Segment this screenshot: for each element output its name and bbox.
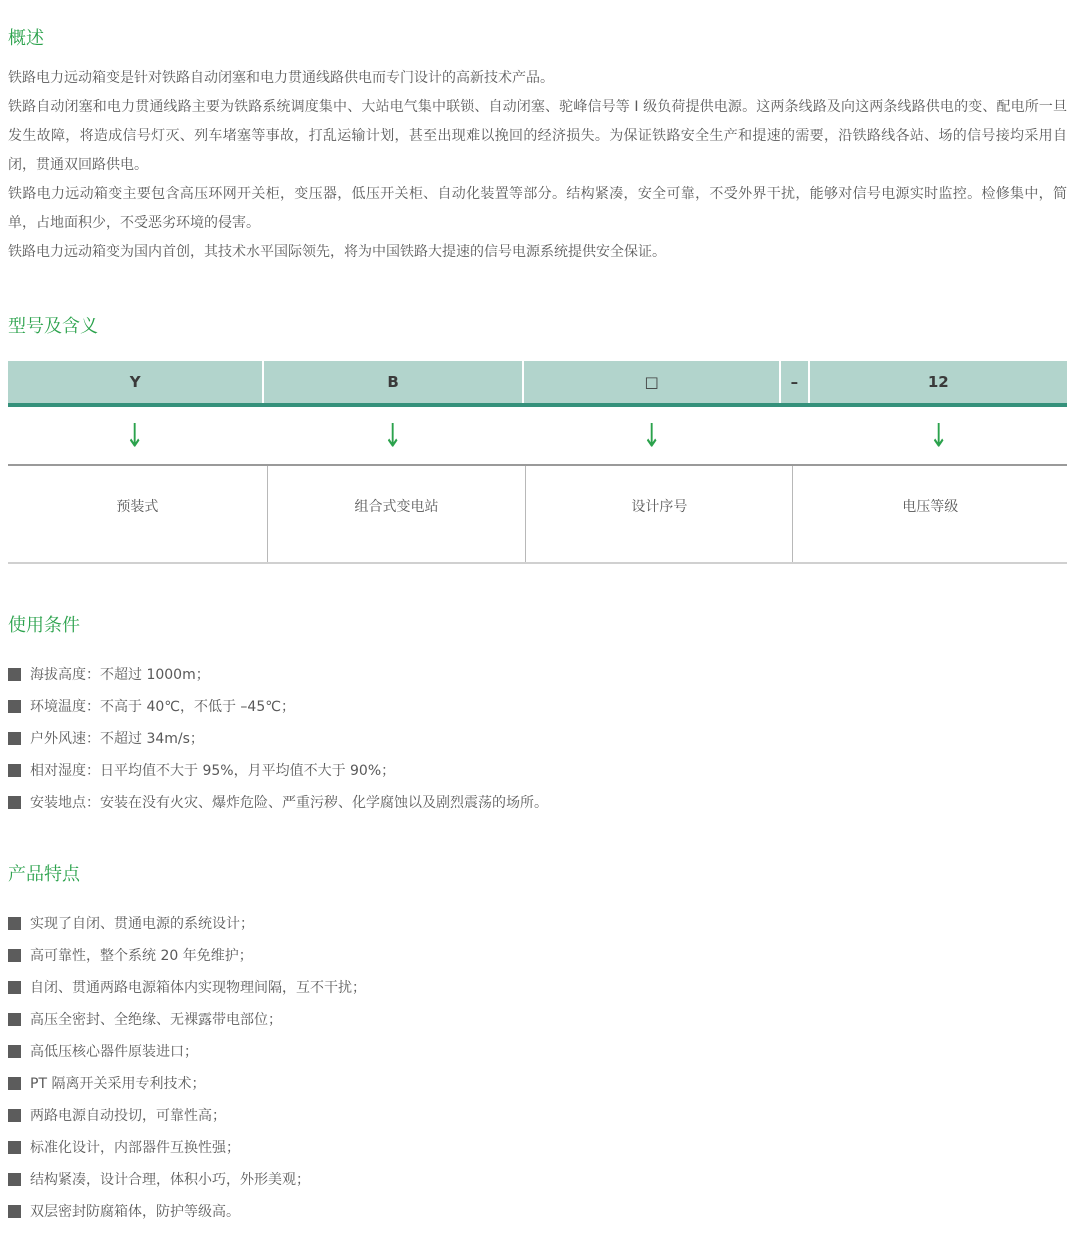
model-code-cell-dash: – <box>781 361 807 403</box>
list-item <box>8 939 1067 971</box>
bullet-square-icon <box>8 917 21 930</box>
down-arrow-icon: ↓ <box>928 416 948 455</box>
model-code-cell-voltage: 12 <box>810 361 1068 403</box>
overview-paragraph: 铁路电力远动箱变主要包含高压环网开关柜，变压器，低压开关柜、自动化装置等部分。结构紧凑，安全可靠，不受外界干扰，能够对信号电源实时监控。检修集中，简单，占地面积少，不受恶劣环境的侵害。 <box>8 186 1067 231</box>
model-meaning-row <box>8 464 1067 564</box>
list-item <box>8 658 1067 690</box>
condition-text: 环境温度：不高于 40℃，不低于 –45℃； <box>30 699 295 715</box>
model-designation-table <box>8 361 1067 564</box>
bullet-square-icon <box>8 1077 21 1090</box>
feature-text: 高可靠性，整个系统 20 年免维护； <box>30 948 253 964</box>
condition-text: 户外风速：不超过 34m/s； <box>30 731 204 747</box>
list-item <box>8 1003 1067 1035</box>
list-item <box>8 1195 1067 1227</box>
down-arrow-icon: ↓ <box>125 416 145 455</box>
feature-text: 双层密封防腐箱体，防护等级高。 <box>30 1204 240 1220</box>
list-item <box>8 907 1067 939</box>
feature-text: 结构紧凑，设计合理，体积小巧，外形美观； <box>30 1172 310 1188</box>
bullet-square-icon <box>8 1173 21 1186</box>
list-item <box>8 722 1067 754</box>
list-item <box>8 971 1067 1003</box>
model-code-cell-substation: B <box>264 361 522 403</box>
bullet-square-icon <box>8 1141 21 1154</box>
list-item <box>8 754 1067 786</box>
feature-text: 标准化设计，内部器件互换性强； <box>30 1140 240 1156</box>
condition-text: 相对湿度：日平均值不大于 95%，月平均值不大于 90%； <box>30 763 396 779</box>
feature-text: 自闭、贯通两路电源箱体内实现物理间隔，互不干扰； <box>30 980 366 996</box>
bullet-square-icon <box>8 732 21 745</box>
meaning-cell-prefab: 预装式 <box>116 499 159 515</box>
down-arrow-icon: ↓ <box>383 416 403 455</box>
feature-text: 高低压核心器件原装进口； <box>30 1044 198 1060</box>
bullet-square-icon <box>8 1205 21 1218</box>
bullet-square-icon <box>8 1045 21 1058</box>
meaning-cell-substation: 组合式变电站 <box>267 466 526 562</box>
overview-paragraph: 铁路电力远动箱变为国内首创，其技术水平国际领先，将为中国铁路大提速的信号电源系统提供安全保证。 <box>8 244 666 260</box>
list-item <box>8 1099 1067 1131</box>
feature-text: PT 隔离开关采用专利技术； <box>30 1076 206 1092</box>
condition-text: 安装地点：安装在没有火灾、爆炸危险、严重污秽、化学腐蚀以及剧烈震荡的场所。 <box>30 795 548 811</box>
list-item <box>8 690 1067 722</box>
feature-text: 实现了自闭、贯通电源的系统设计； <box>30 916 254 932</box>
bullet-square-icon <box>8 668 21 681</box>
bullet-square-icon <box>8 1109 21 1122</box>
model-code-cell-prefab: Y <box>8 361 262 403</box>
overview-paragraph: 铁路电力远动箱变是针对铁路自动闭塞和电力贯通线路供电而专门设计的高新技术产品。 <box>8 70 554 86</box>
list-item <box>8 786 1067 818</box>
overview-section-heading: 概述 <box>8 28 44 49</box>
product-document-page <box>0 28 1077 1227</box>
features-section-heading: 产品特点 <box>8 864 80 885</box>
conditions-section-heading: 使用条件 <box>8 615 80 636</box>
conditions-list <box>8 658 1067 818</box>
bullet-square-icon <box>8 796 21 809</box>
model-arrow-row <box>8 408 1067 464</box>
model-section-heading: 型号及含义 <box>8 316 98 337</box>
condition-text: 海拔高度：不超过 1000m； <box>30 667 210 683</box>
bullet-square-icon <box>8 981 21 994</box>
meaning-cell-voltage: 电压等级 <box>792 466 1067 562</box>
bullet-square-icon <box>8 1013 21 1026</box>
bullet-square-icon <box>8 764 21 777</box>
model-code-cell-design-no: □ <box>524 361 779 403</box>
list-item <box>8 1067 1067 1099</box>
feature-text: 高压全密封、全绝缘、无裸露带电部位； <box>30 1012 282 1028</box>
list-item <box>8 1131 1067 1163</box>
overview-paragraph: 铁路自动闭塞和电力贯通线路主要为铁路系统调度集中、大站电气集中联锁、自动闭塞、驼峰信号等 I 级负荷提供电源。这两条线路及向这两条线路供电的变、配电所一旦发生故障，将造成信号灯灭、列车堵塞等事故，打乱运输计划，甚至出现难以挽回的经济损失。为保证铁路安全生产和提速的需要，沿铁路线各站、场的信号接均采用自闭，贯通双回路供电。 <box>8 99 1067 173</box>
bullet-square-icon <box>8 700 21 713</box>
meaning-cell-design-no: 设计序号 <box>525 466 792 562</box>
list-item <box>8 1035 1067 1067</box>
features-list <box>8 907 1067 1227</box>
bullet-square-icon <box>8 949 21 962</box>
model-code-row <box>8 361 1067 407</box>
feature-text: 两路电源自动投切，可靠性高； <box>30 1108 226 1124</box>
list-item <box>8 1163 1067 1195</box>
down-arrow-icon: ↓ <box>642 416 661 455</box>
